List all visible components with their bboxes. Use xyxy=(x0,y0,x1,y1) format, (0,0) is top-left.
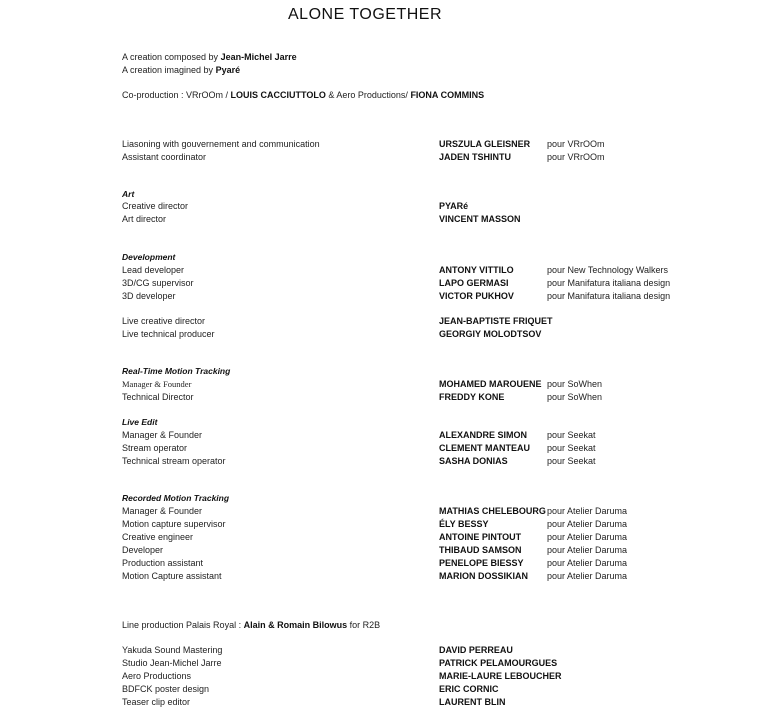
credit-org: pour Manifatura italiana design xyxy=(547,278,671,288)
page-title: ALONE TOGETHER xyxy=(288,6,442,23)
section-heading-liveedit: Live Edit xyxy=(122,417,158,427)
coprod-name-1: LOUIS CACCIUTTOLO xyxy=(230,90,326,100)
composed-prefix: A creation composed by xyxy=(122,52,221,62)
credit-role: Technical Director xyxy=(122,392,194,402)
credit-role: Assistant coordinator xyxy=(122,152,207,162)
lineprod-suffix: for R2B xyxy=(347,620,381,630)
credit-row xyxy=(122,329,722,342)
credit-row xyxy=(122,152,722,165)
credit-name: ANTOINE PINTOUT xyxy=(439,532,522,542)
credit-row xyxy=(122,201,722,214)
credit-name: VICTOR PUKHOV xyxy=(439,291,514,301)
credit-name: VINCENT MASSON xyxy=(439,214,521,224)
credit-role: Manager & Founder xyxy=(122,430,203,440)
credit-role: Motion Capture assistant xyxy=(122,571,222,581)
credit-row xyxy=(122,456,722,469)
credit-role: Art director xyxy=(122,214,167,224)
credit-org: pour Atelier Daruma xyxy=(547,571,628,581)
coprod-mid: & Aero Productions/ xyxy=(325,90,411,100)
coprod-prefix: Co-production : VRrOOm / xyxy=(122,90,231,100)
credit-role: Aero Productions xyxy=(122,671,192,681)
credit-org: pour Atelier Daruma xyxy=(547,545,628,555)
credit-role: Motion capture supervisor xyxy=(122,519,226,529)
credit-row xyxy=(122,265,722,278)
credit-name: JEAN-BAPTISTE FRIQUET xyxy=(439,316,553,326)
credit-name: ALEXANDRE SIMON xyxy=(439,430,528,440)
credit-org: pour SoWhen xyxy=(547,392,603,402)
section-heading-recorded: Recorded Motion Tracking xyxy=(122,493,230,503)
credit-role: Studio Jean-Michel Jarre xyxy=(122,658,222,668)
credit-name: CLEMENT MANTEAU xyxy=(439,443,530,453)
credit-row xyxy=(122,278,722,291)
credit-name: LAURENT BLIN xyxy=(439,697,506,707)
credit-org: pour VRrOOm xyxy=(547,139,605,149)
credit-row xyxy=(122,519,722,532)
credit-row xyxy=(122,684,722,697)
credit-name: PYARé xyxy=(439,201,469,211)
credit-name: FREDDY KONE xyxy=(439,392,505,402)
credit-role: BDFCK poster design xyxy=(122,684,210,694)
composed-line xyxy=(122,52,297,62)
credit-role: 3D/CG supervisor xyxy=(122,278,194,288)
credit-name: DAVID PERREAU xyxy=(439,645,513,655)
credit-row xyxy=(122,316,722,329)
section-heading-realtime: Real-Time Motion Tracking xyxy=(122,366,231,376)
imagined-prefix: A creation imagined by xyxy=(122,65,216,75)
credit-row xyxy=(122,671,722,684)
section-heading-development: Development xyxy=(122,252,176,262)
credit-org: pour Atelier Daruma xyxy=(547,506,628,516)
lineprod-names: Alain & Romain Bilowus xyxy=(243,620,348,630)
credit-role: Manager & Founder xyxy=(122,379,192,389)
credit-name: URSZULA GLEISNER xyxy=(439,139,531,149)
credit-name: MARIE-LAURE LEBOUCHER xyxy=(439,671,562,681)
credit-org: pour Seekat xyxy=(547,443,596,453)
credit-role: Yakuda Sound Mastering xyxy=(122,645,223,655)
credit-role: Liasoning with gouvernement and communication xyxy=(122,139,320,149)
credit-name: JADEN TSHINTU xyxy=(439,152,512,162)
credit-name: PATRICK PELAMOURGUES xyxy=(439,658,558,668)
coprod-name-2: FIONA COMMINS xyxy=(410,90,485,100)
credit-name: ERIC CORNIC xyxy=(439,684,499,694)
credit-org: pour Manifatura italiana design xyxy=(547,291,671,301)
credit-role: Lead developer xyxy=(122,265,185,275)
section-heading-art: Art xyxy=(122,189,135,199)
credit-name: MOHAMED MAROUENE xyxy=(439,379,542,389)
credit-name: GEORGIY MOLODTSOV xyxy=(439,329,542,339)
credit-org: pour Atelier Daruma xyxy=(547,519,628,529)
credit-role: Teaser clip editor xyxy=(122,697,191,707)
credit-row xyxy=(122,430,722,443)
credit-row xyxy=(122,658,722,671)
credit-row xyxy=(122,443,722,456)
credit-org: pour SoWhen xyxy=(547,379,603,389)
credit-role: Production assistant xyxy=(122,558,204,568)
credit-row xyxy=(122,392,722,405)
credit-role: Creative engineer xyxy=(122,532,194,542)
credit-name: SASHA DONIAS xyxy=(439,456,508,466)
credit-role: Technical stream operator xyxy=(122,456,226,466)
credit-row xyxy=(122,697,722,710)
credit-row xyxy=(122,532,722,545)
credit-name: LAPO GERMASI xyxy=(439,278,509,288)
credit-org: pour Atelier Daruma xyxy=(547,558,628,568)
line-production xyxy=(122,620,380,630)
credit-row xyxy=(122,379,722,392)
credit-row xyxy=(122,214,722,227)
credit-role: Live technical producer xyxy=(122,329,215,339)
credit-org: pour VRrOOm xyxy=(547,152,605,162)
credit-org: pour New Technology Walkers xyxy=(547,265,669,275)
credit-name: MARION DOSSIKIAN xyxy=(439,571,529,581)
coproduction-line xyxy=(122,90,484,100)
credit-name: PENELOPE BIESSY xyxy=(439,558,524,568)
credit-role: 3D developer xyxy=(122,291,176,301)
composer-name: Jean-Michel Jarre xyxy=(220,52,297,62)
credit-row xyxy=(122,558,722,571)
credit-name: THIBAUD SAMSON xyxy=(439,545,522,555)
credit-role: Manager & Founder xyxy=(122,506,203,516)
credit-org: pour Seekat xyxy=(547,456,596,466)
credit-org: pour Seekat xyxy=(547,430,596,440)
credit-name: ÉLY BESSY xyxy=(439,519,489,529)
credit-row xyxy=(122,645,722,658)
credit-row xyxy=(122,571,722,584)
credit-org: pour Atelier Daruma xyxy=(547,532,628,542)
credit-name: MATHIAS CHELEBOURG xyxy=(439,506,546,516)
credit-role: Live creative director xyxy=(122,316,206,326)
lineprod-prefix: Line production Palais Royal : xyxy=(122,620,244,630)
imaginer-name: Pyaré xyxy=(215,65,241,75)
credit-row xyxy=(122,139,722,152)
credit-role: Developer xyxy=(122,545,164,555)
credit-row xyxy=(122,291,722,304)
credit-row xyxy=(122,545,722,558)
credit-row xyxy=(122,506,722,519)
credit-name: ANTONY VITTILO xyxy=(439,265,514,275)
credit-role: Stream operator xyxy=(122,443,188,453)
imagined-line xyxy=(122,65,240,75)
credit-role: Creative director xyxy=(122,201,189,211)
